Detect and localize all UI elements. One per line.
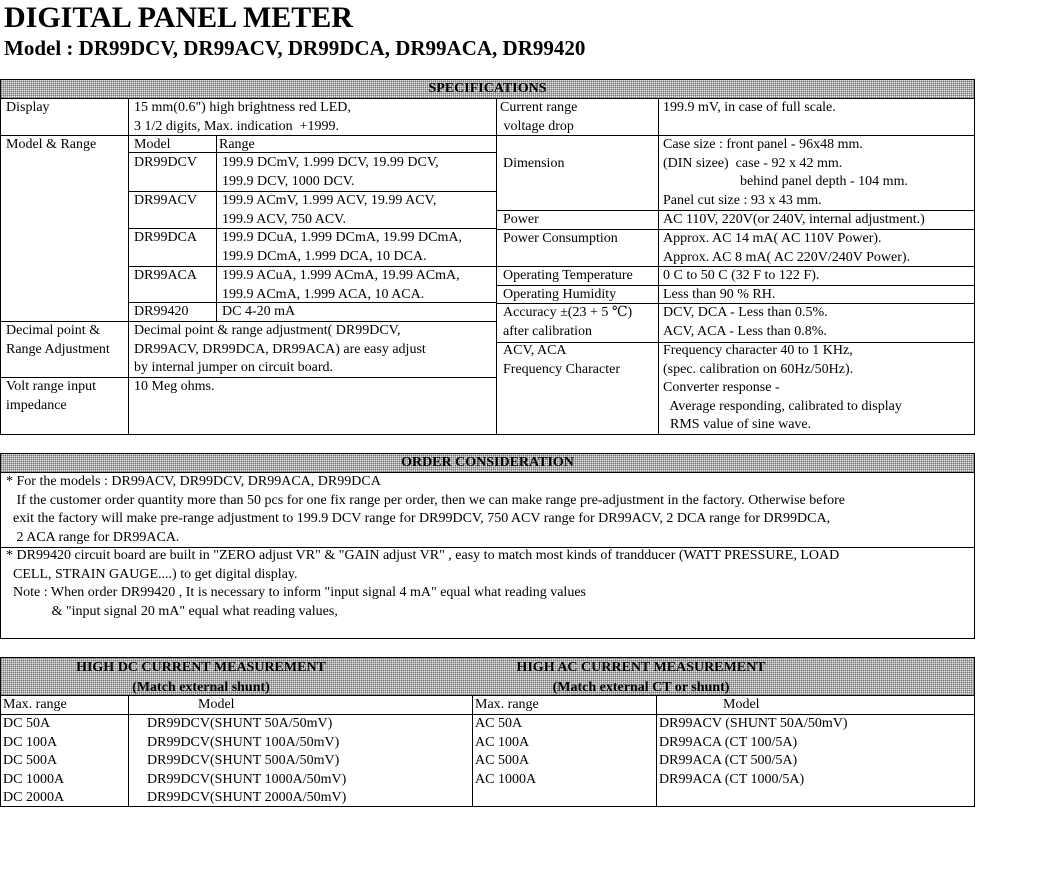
spec-label: ACV, ACA Frequency Character <box>503 343 620 377</box>
model-range: 199.9 DCmV, 1.999 DCV, 19.99 DCV, 199.9 DCV, 1000 DCV. <box>222 155 439 189</box>
dc-max-range-header: Max. range <box>3 697 67 712</box>
display-label: Display <box>6 100 50 115</box>
dc-header: HIGH DC CURRENT MEASUREMENT (Match external shunt) <box>76 660 326 695</box>
model-range: DC 4-20 mA <box>222 304 296 319</box>
display-value: 15 mm(0.6") high brightness red LED, 3 1/2 digits, Max. indication +1999. <box>134 100 351 134</box>
model-range: 199.9 ACuA, 1.999 ACmA, 19.99 ACmA, 199.9 ACmA, 1.999 ACA, 10 ACA. <box>222 268 460 302</box>
model-range: 199.9 ACmV, 1.999 ACV, 19.99 ACV, 199.9 ACV, 750 ACV. <box>222 193 437 227</box>
spec-label: Accuracy ±(23 + 5 ℃) after calibration <box>503 305 633 339</box>
ac-model-cell: DR99ACA (CT 100/5A) <box>659 734 798 750</box>
model-column-header: Model <box>134 137 171 152</box>
model-range-label: Model & Range <box>6 137 97 152</box>
dc-model-cell: DR99DCV(SHUNT 1000A/50mV) <box>147 771 347 787</box>
ac-model-list <box>659 715 848 789</box>
dc-range-list <box>3 715 64 808</box>
ac-max-range-header: Max. range <box>475 697 539 712</box>
order-block-models: * For the models : DR99ACV, DR99DCV, DR99ACA, DR99DCA If the customer order quantity more than 50 pcs for one fix range per order, then we can make range pre-adjustment in the factory. Otherwise before exit the factory will make pre-range adjustment to 199.9 DCV range for DR99DCV, 750 ACV range for DR99ACV, 2 DCA range for DR99DCA, 2 ACA range for DR99ACA. <box>6 474 845 545</box>
ac-range-cell: AC 1000A <box>475 771 537 787</box>
volt-impedance-value: 10 Meg ohms. <box>134 379 215 394</box>
dc-model-cell: DR99DCV(SHUNT 2000A/50mV) <box>147 790 347 805</box>
dc-range-cell: DC 100A <box>3 734 58 750</box>
spec-label: Operating Humidity <box>503 287 617 302</box>
ac-model-cell: DR99ACA (CT 1000/5A) <box>659 771 805 787</box>
ac-model-header: Model <box>723 697 760 712</box>
dc-model-list <box>147 715 346 808</box>
current-measurement-table <box>0 657 975 807</box>
spec-label: Power Consumption <box>503 231 618 246</box>
model-name: DR99420 <box>134 304 189 319</box>
volt-impedance-label: Volt range input impedance <box>6 379 96 413</box>
spec-value: Less than 90 % RH. <box>663 287 776 302</box>
spec-value: 199.9 mV, in case of full scale. <box>663 100 836 115</box>
dc-range-cell: DC 2000A <box>3 790 65 805</box>
range-column-header: Range <box>219 137 255 152</box>
spec-value: AC 110V, 220V(or 240V, internal adjustment.) <box>663 212 925 227</box>
spec-value: Case size : front panel - 96x48 mm. (DIN sizee) case - 92 x 42 mm. behind panel depth - 104 mm. Panel cut size : 93 x 43 mm. <box>663 137 908 208</box>
spec-label: Current range voltage drop <box>500 100 578 134</box>
decimal-value: Decimal point & range adjustment( DR99DCV, DR99ACV, DR99DCA, DR99ACA) are easy adjust by internal jumper on circuit board. <box>134 323 426 375</box>
dc-range-cell: DC 1000A <box>3 771 65 787</box>
ac-header: HIGH AC CURRENT MEASUREMENT (Match external CT or shunt) <box>516 660 766 695</box>
dc-range-cell: DC 50A <box>3 716 51 731</box>
decimal-label: Decimal point & Range Adjustment <box>6 323 110 357</box>
spec-label: Dimension <box>503 156 565 171</box>
dc-range-cell: DC 500A <box>3 753 58 768</box>
spec-value: Approx. AC 14 mA( AC 110V Power). Approx. AC 8 mA( AC 220V/240V Power). <box>663 231 911 265</box>
order-block-dr99420: * DR99420 circuit board are built in "ZERO adjust VR" & "GAIN adjust VR" , easy to match most kinds of trandducer (WATT PRESSURE, LOAD CELL, STRAIN GAUGE....) to get digital display. Note : When order DR99420 , It is necessary to inform "input signal 4 mA" equal what reading values & "input signal 20 mA" equal what reading values, <box>6 548 840 619</box>
ac-model-cell: DR99ACV (SHUNT 50A/50mV) <box>659 716 848 731</box>
specifications-header: SPECIFICATIONS <box>1 80 974 99</box>
spec-value: DCV, DCA - Less than 0.5%. ACV, ACA - Less than 0.8%. <box>663 305 828 339</box>
model-line: Model : DR99DCV, DR99ACV, DR99DCA, DR99ACA, DR99420 <box>4 36 586 60</box>
page-title: DIGITAL PANEL METER <box>4 1 353 34</box>
specifications-table <box>0 79 975 435</box>
ac-model-cell: DR99ACA (CT 500/5A) <box>659 753 798 768</box>
spec-label: Operating Temperature <box>503 268 633 283</box>
spec-label: Power <box>503 212 539 227</box>
order-consideration-box <box>0 453 975 639</box>
ac-range-cell: AC 50A <box>475 716 523 731</box>
model-name: DR99ACA <box>134 268 198 283</box>
dc-model-cell: DR99DCV(SHUNT 100A/50mV) <box>147 734 340 750</box>
model-range: 199.9 DCuA, 1.999 DCmA, 19.99 DCmA, 199.9 DCmA, 1.999 DCA, 10 DCA. <box>222 230 462 264</box>
ac-range-cell: AC 500A <box>475 753 530 768</box>
model-name: DR99DCV <box>134 155 198 170</box>
ac-range-list <box>475 715 536 789</box>
ac-range-cell: AC 100A <box>475 734 530 750</box>
model-name: DR99ACV <box>134 193 198 208</box>
order-header: ORDER CONSIDERATION <box>1 454 974 473</box>
spec-value: 0 C to 50 C (32 F to 122 F). <box>663 268 820 283</box>
spec-value: Frequency character 40 to 1 KHz, (spec. calibration on 60Hz/50Hz). Converter response - Average responding, calibrated to display RMS value of sine wave. <box>663 343 902 432</box>
dc-model-header: Model <box>198 697 235 712</box>
model-name: DR99DCA <box>134 230 198 245</box>
dc-model-cell: DR99DCV(SHUNT 50A/50mV) <box>147 716 333 731</box>
dc-model-cell: DR99DCV(SHUNT 500A/50mV) <box>147 753 340 768</box>
